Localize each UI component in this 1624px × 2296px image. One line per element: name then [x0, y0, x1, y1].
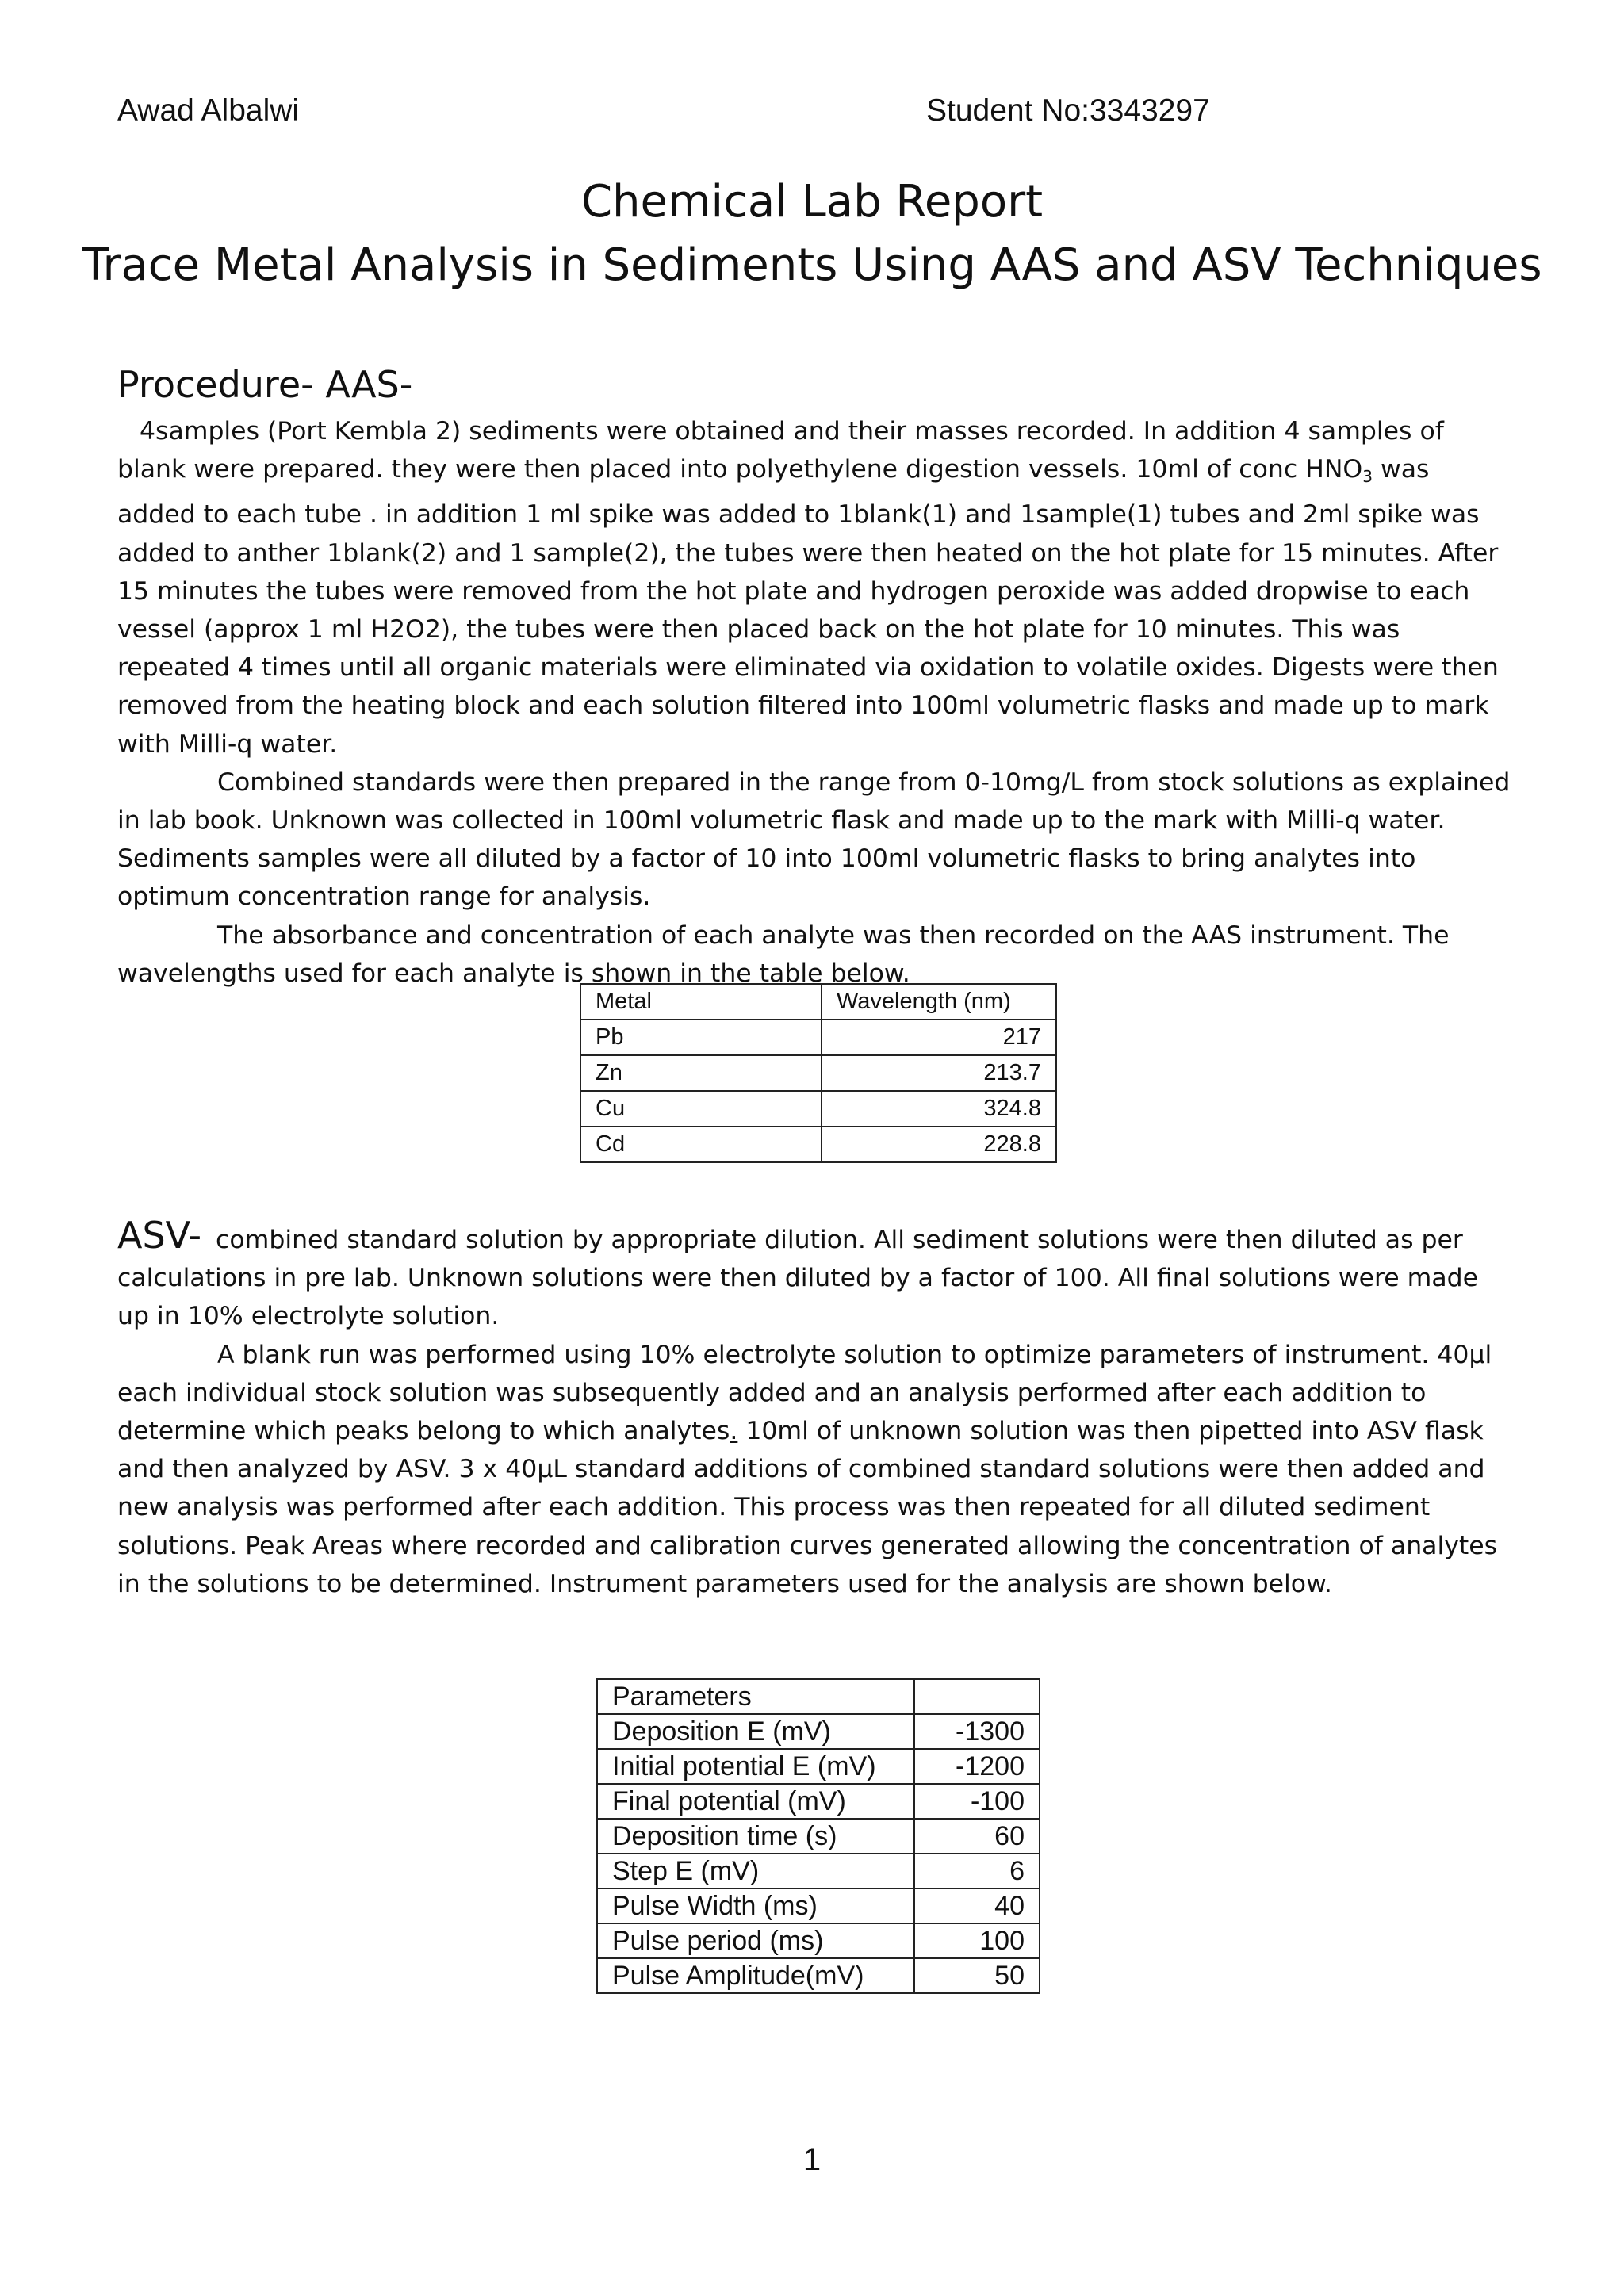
wavelength-cell: 213.7: [822, 1055, 1056, 1091]
wavelength-cell: 324.8: [822, 1091, 1056, 1127]
parameter-name: Deposition E (mV): [597, 1714, 914, 1749]
author-name: Awad Albalwi: [117, 94, 300, 128]
metal-header: Metal: [580, 984, 822, 1020]
asv-heading: ASV-: [117, 1214, 202, 1257]
wavelength-header-row: [580, 984, 1056, 1020]
parameter-row: [597, 1888, 1040, 1923]
metal-cell: Cu: [580, 1091, 822, 1127]
parameter-row: [597, 1854, 1040, 1888]
parameter-name: Final potential (mV): [597, 1784, 914, 1819]
parameter-name: Pulse period (ms): [597, 1923, 914, 1958]
wavelength-row: [580, 1020, 1056, 1055]
metal-cell: Cd: [580, 1127, 822, 1162]
parameter-name: Initial potential E (mV): [597, 1749, 914, 1784]
wavelength-header: Wavelength (nm): [822, 984, 1056, 1020]
wavelength-table: [580, 983, 1057, 1163]
parameter-name: Pulse Amplitude(mV): [597, 1958, 914, 1993]
asv-paragraph-2: A blank run was performed using 10% electrolyte solution to optimize parameters of instrument. 40µl each individual stock solution was subsequently added and an analysis performed after each addition to determine which peaks belong to which analytes. 10ml of unknown solution was then pipetted into ASV flask and then analyzed by ASV. 3 x 40µL standard additions of combined standard solutions were then added and new analysis was performed after each addition. This process was then repeated for all diluted sediment solutions. Peak Areas where recorded and calibration curves generated allowing the concentration of analytes in the solutions to be determined. Instrument parameters used for the analysis are shown below.: [117, 1340, 1497, 1598]
parameters-header: Parameters: [597, 1679, 914, 1714]
wavelength-row: [580, 1091, 1056, 1127]
metal-cell: Pb: [580, 1020, 822, 1055]
metal-cell: Zn: [580, 1055, 822, 1091]
parameter-value: -100: [914, 1784, 1040, 1819]
parameter-row: [597, 1749, 1040, 1784]
parameters-table: [596, 1678, 1040, 1994]
parameters-header-row: [597, 1679, 1040, 1714]
aas-procedure-text: [117, 412, 1513, 993]
parameter-row: [597, 1819, 1040, 1854]
parameter-name: Deposition time (s): [597, 1819, 914, 1854]
asv-paragraph-1: ASV- combined standard solution by appropriate dilution. All sediment solutions were then diluted as per calculations in pre lab. Unknown solutions were then diluted by a factor of 100. All final solutions were made up in 10% electrolyte solution.: [117, 1214, 1479, 1331]
wavelength-row: [580, 1127, 1056, 1162]
aas-paragraph-1: 4samples (Port Kembla 2) sediments were obtained and their masses recorded. In addition 4 samples of blank were prepared. they were then placed into polyethylene digestion vessels. 10ml of conc $HNO_3$ was added to each tube . in addition 1 ml spike was added to 1blank(1) and 1sample(1) tubes and 2ml spike was added to anther 1blank(2) and 1 sample(2), the tubes were then heated on the hot plate for 15 minutes. After 15 minutes the tubes were removed from the hot plate and hydrogen peroxide was added dropwise to each vessel (approx 1 ml H2O2), the tubes were then placed back on the hot plate for 10 minutes. This was repeated 4 times until all organic materials were eliminated via oxidation to volatile oxides. Digests were then removed from the heating block and each solution filtered into 100ml volumetric flasks and made up to mark with Milli-q water.: [117, 417, 1499, 759]
parameters-header-value: [914, 1679, 1040, 1714]
parameter-value: 100: [914, 1923, 1040, 1958]
parameter-value: 50: [914, 1958, 1040, 1993]
aas-paragraph-2: Combined standards were then prepared in the range from 0-10mg/L from stock solutions as explained in lab book. Unknown was collected in 100ml volumetric flask and made up to the mark with Milli-q water. Sediments samples were all diluted by a factor of 10 into 100ml volumetric flasks to bring analytes into optimum concentration range for analysis.: [117, 767, 1511, 912]
wavelength-row: [580, 1055, 1056, 1091]
asv-section: [117, 1216, 1513, 1603]
wavelength-cell: 217: [822, 1020, 1056, 1055]
student-number: Student No:3343297: [926, 94, 1210, 128]
parameter-row: [597, 1923, 1040, 1958]
wavelength-cell: 228.8: [822, 1127, 1056, 1162]
parameter-value: 60: [914, 1819, 1040, 1854]
parameter-value: 6: [914, 1854, 1040, 1888]
report-title: Chemical Lab Report: [580, 176, 1044, 228]
aas-heading: Procedure- AAS-: [117, 363, 413, 406]
parameter-name: Step E (mV): [597, 1854, 914, 1888]
parameter-value: -1300: [914, 1714, 1040, 1749]
parameter-value: -1200: [914, 1749, 1040, 1784]
parameter-name: Pulse Width (ms): [597, 1888, 914, 1923]
parameter-row: [597, 1958, 1040, 1993]
parameter-value: 40: [914, 1888, 1040, 1923]
parameter-row: [597, 1714, 1040, 1749]
parameter-row: [597, 1784, 1040, 1819]
page-number: 1: [802, 2142, 822, 2177]
aas-paragraph-3: The absorbance and concentration of each analyte was then recorded on the AAS instrument. The wavelengths used for each analyte is shown in the table below.: [117, 920, 1450, 988]
report-subtitle: Trace Metal Analysis in Sediments Using AAS and ASV Techniques: [82, 239, 1542, 291]
